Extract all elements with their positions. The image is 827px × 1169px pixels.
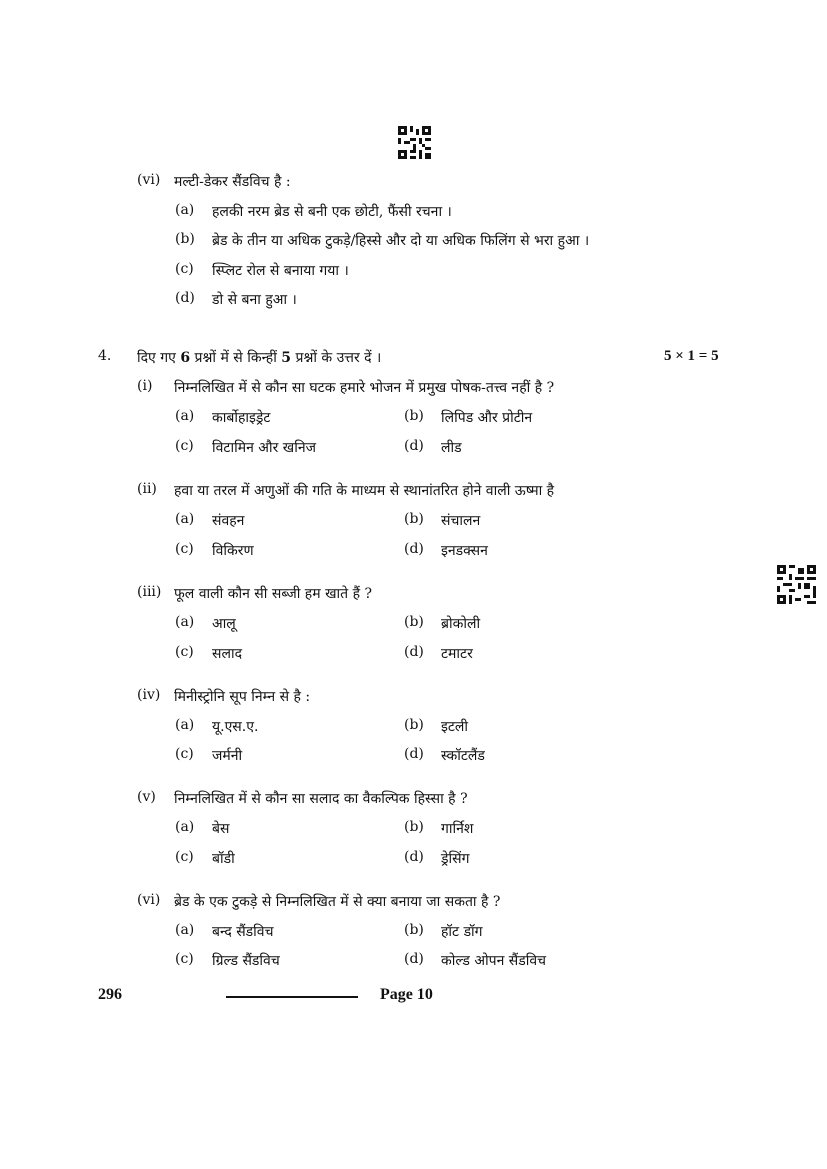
footer-page-number: Page 10 — [380, 986, 433, 1003]
q3-vi-text: मल्टी-डेकर सैंडविच है : — [174, 174, 291, 190]
q4-vi-text: ब्रेड के एक टुकड़े से निम्नलिखित में से क्या बनाया जा सकता है ? — [174, 894, 501, 910]
q4-iii-option-c-label: (c) — [175, 644, 194, 660]
q4-v-option-b-label: (b) — [404, 819, 424, 835]
q4-iv-text: मिनीस्ट्रोनि सूप निम्न से है : — [174, 689, 311, 705]
q4-vi-option-b-text: हॉट डॉग — [441, 924, 483, 940]
q4-ii-option-d-label: (d) — [404, 541, 424, 557]
q4-ii-option-b-label: (b) — [404, 511, 424, 527]
q4-iii-option-a-text: आलू — [212, 616, 236, 632]
q4-v-option-c-label: (c) — [175, 849, 194, 865]
q4-iv-option-a-label: (a) — [175, 717, 195, 733]
q3-vi-option-d-label: (d) — [175, 290, 195, 306]
qr-code-side — [777, 565, 816, 604]
q4-v-option-a-label: (a) — [175, 819, 195, 835]
q4-vi-option-c-text: ग्रिल्ड सैंडविच — [212, 953, 280, 969]
q4-i-option-a-text: कार्बोहाइड्रेट — [212, 410, 271, 426]
q4-instruction-total: 6 — [180, 350, 191, 366]
q4-instruction — [137, 348, 381, 367]
q3-vi-number: (vi) — [137, 172, 161, 188]
q4-i-option-b-label: (b) — [404, 408, 424, 424]
q4-ii-option-c-label: (c) — [175, 541, 194, 557]
q4-v-option-b-text: गार्निश — [441, 821, 474, 837]
q4-iv-option-b-text: इटली — [441, 719, 469, 735]
q4-i-option-a-label: (a) — [175, 408, 195, 424]
q4-v-option-d-text: ड्रेसिंग — [441, 851, 470, 867]
q4-i-option-c-text: विटामिन और खनिज — [212, 440, 317, 456]
footer-code: 296 — [98, 986, 122, 1003]
q4-ii-option-c-text: विकिरण — [212, 543, 254, 559]
q4-iii-option-d-label: (d) — [404, 644, 424, 660]
q4-iii-option-a-label: (a) — [175, 614, 195, 630]
q4-vi-option-d-label: (d) — [404, 951, 424, 967]
q4-v-option-d-label: (d) — [404, 849, 424, 865]
q4-instruction-post: प्रश्नों के उत्तर दें । — [291, 350, 382, 366]
q4-instruction-pre: दिए गए — [137, 350, 181, 366]
q4-v-number: (v) — [137, 789, 156, 805]
q4-instruction-mid: प्रश्नों में से किन्हीं — [190, 350, 282, 366]
q4-i-option-d-text: लीड — [441, 440, 462, 456]
q4-v-text: निम्नलिखित में से कौन सा सलाद का वैकल्पिक हिस्सा है ? — [174, 791, 468, 807]
q4-iii-option-b-text: ब्रोकोली — [441, 616, 481, 632]
q4-iv-option-a-text: यू.एस.ए. — [212, 719, 259, 735]
q4-iv-option-c-text: जर्मनी — [212, 748, 243, 764]
q4-marks: 5 × 1 = 5 — [664, 348, 719, 364]
footer-divider — [226, 996, 358, 998]
q3-vi-option-c-label: (c) — [175, 261, 194, 277]
q4-i-option-d-label: (d) — [404, 438, 424, 454]
q4-ii-option-b-text: संचालन — [441, 513, 481, 529]
q4-ii-option-d-text: इनडक्सन — [441, 543, 488, 559]
q4-instruction-attempt: 5 — [281, 350, 292, 366]
qr-code-top — [398, 126, 431, 159]
q4-i-text: निम्नलिखित में से कौन सा घटक हमारे भोजन में प्रमुख पोषक-तत्त्व नहीं है ? — [174, 380, 555, 396]
q4-vi-option-c-label: (c) — [175, 951, 194, 967]
q4-iv-option-d-text: स्कॉटलैंड — [441, 748, 485, 764]
q4-iii-text: फूल वाली कौन सी सब्जी हम खाते हैं ? — [174, 586, 372, 602]
q4-v-option-a-text: बेस — [212, 821, 230, 837]
q4-iv-option-b-label: (b) — [404, 717, 424, 733]
q4-iii-option-b-label: (b) — [404, 614, 424, 630]
q4-ii-option-a-text: संवहन — [212, 513, 245, 529]
q4-iii-option-c-text: सलाद — [212, 646, 243, 662]
q4-ii-option-a-label: (a) — [175, 511, 195, 527]
q4-v-option-c-text: बॉडी — [212, 851, 235, 867]
q4-vi-option-a-label: (a) — [175, 922, 195, 938]
q3-vi-option-b-label: (b) — [175, 231, 195, 247]
q4-number: 4. — [98, 348, 112, 364]
q4-ii-number: (ii) — [137, 481, 157, 497]
q4-i-option-c-label: (c) — [175, 438, 194, 454]
q3-vi-option-b-text: ब्रेड के तीन या अधिक टुकड़े/हिस्से और दो या अधिक फिलिंग से भरा हुआ । — [212, 233, 590, 249]
q4-iv-number: (iv) — [137, 687, 161, 703]
q4-vi-number: (vi) — [137, 892, 161, 908]
q4-iii-option-d-text: टमाटर — [441, 646, 473, 662]
q4-i-option-b-text: लिपिड और प्रोटीन — [441, 410, 533, 426]
q4-vi-option-a-text: बन्द सैंडविच — [212, 924, 274, 940]
q4-vi-option-b-label: (b) — [404, 922, 424, 938]
q4-vi-option-d-text: कोल्ड ओपन सैंडविच — [441, 953, 547, 969]
q4-iv-option-c-label: (c) — [175, 746, 194, 762]
q3-vi-option-c-text: स्प्लिट रोल से बनाया गया । — [212, 263, 349, 279]
q3-vi-option-d-text: डो से बना हुआ । — [212, 292, 297, 308]
q3-vi-option-a-label: (a) — [175, 202, 195, 218]
q4-ii-text: हवा या तरल में अणुओं की गति के माध्यम से स्थानांतरित होने वाली ऊष्मा है — [174, 483, 555, 499]
q4-iii-number: (iii) — [137, 584, 162, 600]
q3-vi-option-a-text: हलकी नरम ब्रेड से बनी एक छोटी, फैंसी रचना । — [212, 204, 452, 220]
q4-i-number: (i) — [137, 378, 153, 394]
q4-iv-option-d-label: (d) — [404, 746, 424, 762]
